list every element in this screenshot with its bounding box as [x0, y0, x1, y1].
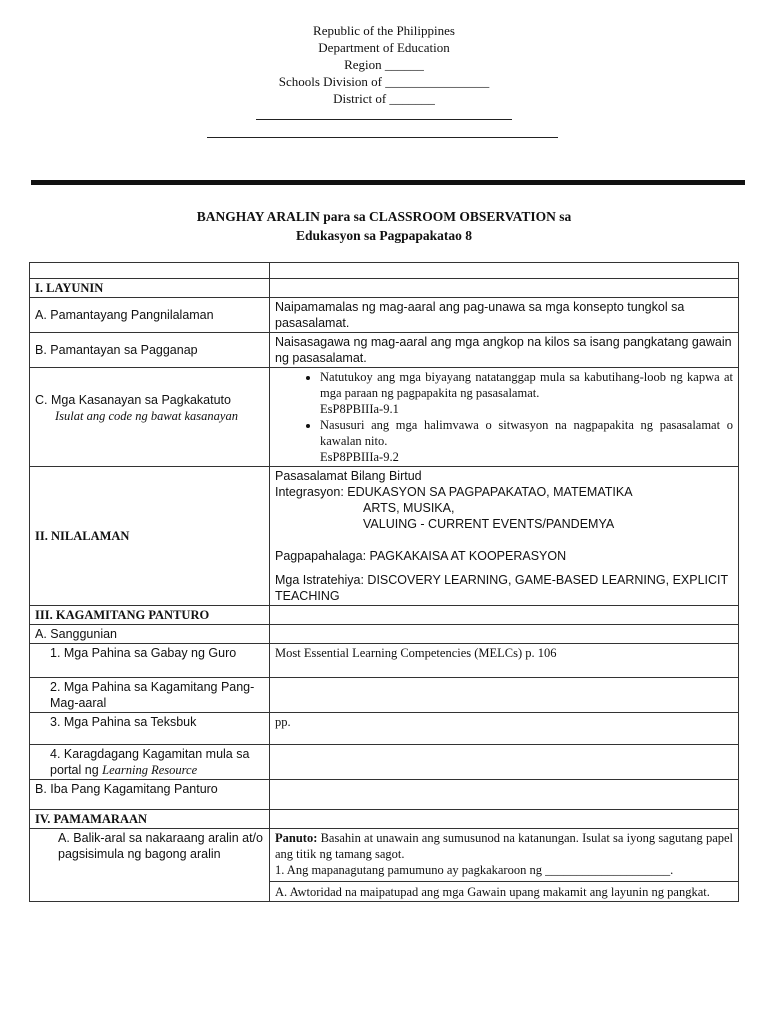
- section-header: II. NILALAMAN: [30, 467, 270, 606]
- row-value: Naipamamalas ng mag-aaral ang pag-unawa sa mga konsepto tungkol sa pasasalamat.: [270, 298, 739, 333]
- table-row: [30, 467, 739, 606]
- section-pamamaraan: [30, 810, 739, 829]
- row-label: 1. Mga Pahina sa Gabay ng Guro: [30, 644, 270, 678]
- answer-a: A. Awtoridad na maipatupad ang mga Gawain upang makamit ang layunin ng pangkat.: [270, 881, 738, 900]
- title-line-1: BANGHAY ARALIN para sa CLASSROOM OBSERVATION sa: [196, 209, 572, 224]
- row-value: Most Essential Learning Competencies (MELCs) p. 106: [270, 644, 739, 678]
- nilalaman-topic: Pasasalamat Bilang Birtud: [275, 469, 422, 483]
- row-label: A. Sanggunian: [30, 625, 270, 644]
- header-divider: [31, 180, 745, 185]
- integrasyon-line: ARTS, MUSIKA,: [363, 501, 455, 515]
- table-row: [30, 644, 739, 678]
- title-line-2: Edukasyon sa Pagpapakatao 8: [296, 228, 472, 243]
- lesson-plan-table: [29, 262, 739, 902]
- table-row: [30, 745, 739, 780]
- table-row: [30, 368, 739, 467]
- kasanayan-note: Isulat ang code ng bawat kasanayan: [55, 409, 238, 423]
- pagpapahalaga-line: Pagpapahalaga: PAGKAKAISA AT KOOPERASYON: [275, 549, 567, 563]
- header-division: Schools Division of ________________: [278, 74, 490, 89]
- header-department: Department of Education: [318, 40, 450, 55]
- section-layunin: [30, 279, 739, 298]
- table-row: [30, 625, 739, 644]
- nilalaman-content: [270, 467, 739, 606]
- row-label: 2. Mga Pahina sa Kagamitang Pang-Mag-aaral: [30, 678, 270, 713]
- row-label: [30, 368, 270, 467]
- question-1: 1. Ang mapanagutang pamumuno ay pagkakaroon ng ____________________.: [275, 863, 674, 877]
- panuto-content: [270, 829, 739, 902]
- section-kagamitan: [30, 606, 739, 625]
- panuto: Panuto: Basahin at unawain ang sumusunod na katanungan. Isulat sa iyong sagutang papel ang titik ng tamang sagot.: [275, 831, 734, 861]
- row-label: 3. Mga Pahina sa Teksbuk: [30, 713, 270, 745]
- kasanayan-label: C. Mga Kasanayan sa Pagkakatuto: [35, 393, 231, 407]
- table-row: [30, 829, 739, 902]
- row-label: A. Balik-aral sa nakaraang aralin at/o pagsisimula ng bagong aralin: [30, 829, 270, 902]
- table-row: [30, 780, 739, 810]
- header-district: District of _______: [333, 91, 435, 106]
- kasanayan-list: [270, 368, 739, 467]
- istratehiya-line: Mga Istratehiya: DISCOVERY LEARNING, GAME-BASED LEARNING, EXPLICIT TEACHING: [275, 573, 728, 603]
- row-value: pp.: [270, 713, 739, 745]
- row-label: B. Iba Pang Kagamitang Panturo: [30, 780, 270, 810]
- header-region: Region ______: [344, 57, 424, 72]
- row-label: A. Pamantayang Pangnilalaman: [30, 298, 270, 333]
- section-header: III. KAGAMITANG PANTURO: [30, 606, 270, 625]
- list-item: • Natutukoy ang mga biyayang natatanggap mula sa kabutihang-loob ng kapwa at mga paraan ng pagpapakita ng pasasalamat. EsP8PBIIIa-9.1: [320, 369, 733, 417]
- table-row: [30, 678, 739, 713]
- table-row: [30, 298, 739, 333]
- signature-line-1: [256, 119, 512, 120]
- section-header: I. LAYUNIN: [30, 279, 270, 298]
- header-republic: Republic of the Philippines: [313, 23, 455, 38]
- list-item: • Nasusuri ang mga halimvawa o sitwasyon na nagpapakita ng pasasalamat o kawalan nito. EsP8PBIIIa-9.2: [320, 417, 733, 465]
- section-header: IV. PAMAMARAAN: [30, 810, 270, 829]
- row-label: B. Pamantayan sa Pagganap: [30, 333, 270, 368]
- table-row: [30, 263, 739, 279]
- row-value: Naisasagawa ng mag-aaral ang mga angkop na kilos sa isang pangkatang gawain ng pasasalamat.: [270, 333, 739, 368]
- row-label: 4. Karagdagang Kagamitan mula sa portal ng Learning Resource: [30, 745, 270, 780]
- document-title: [0, 207, 768, 245]
- table-row: [30, 333, 739, 368]
- signature-line-2: [207, 137, 558, 138]
- table-row: [30, 713, 739, 745]
- integrasyon-line: Integrasyon: EDUKASYON SA PAGPAPAKATAO, MATEMATIKA: [275, 485, 633, 499]
- integrasyon-line: VALUING - CURRENT EVENTS/PANDEMYA: [363, 517, 615, 531]
